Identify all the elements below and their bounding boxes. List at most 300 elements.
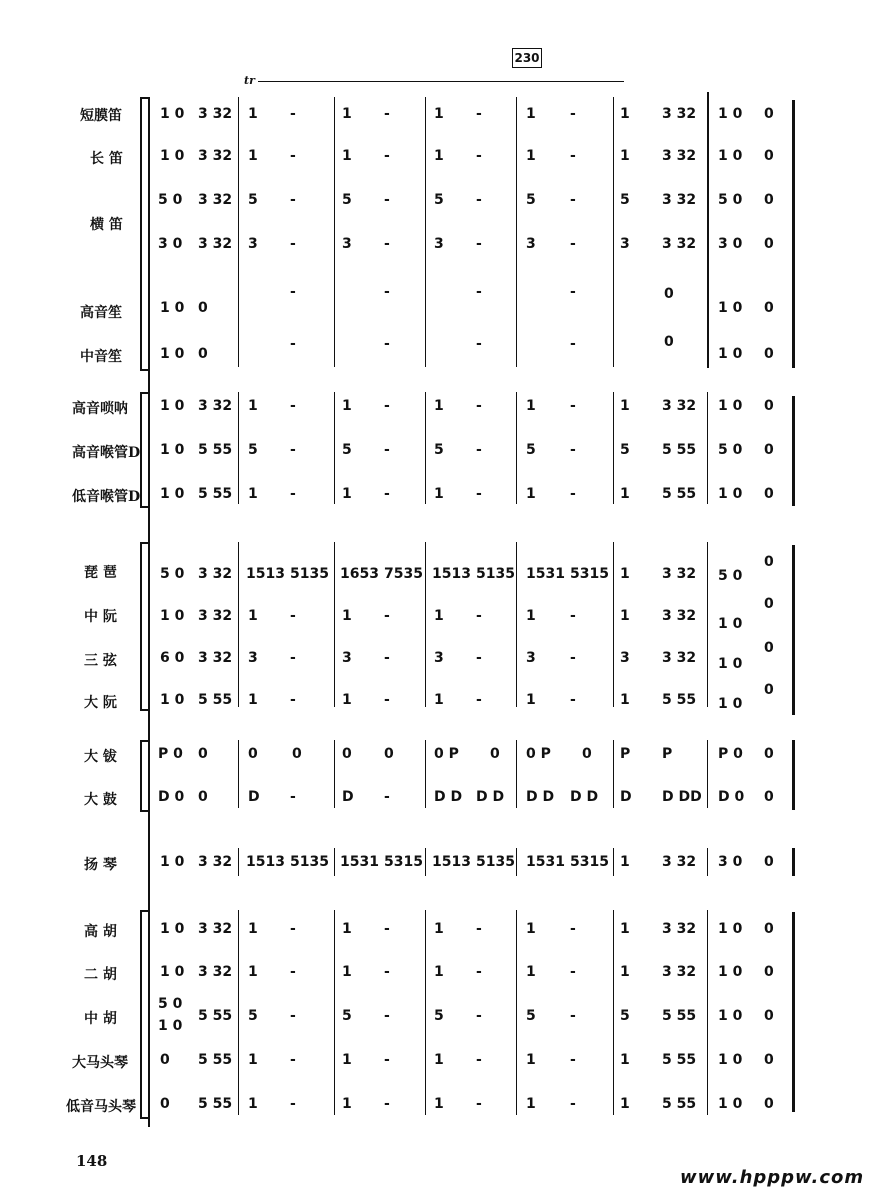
note: 1 [248,1096,258,1112]
hold: - [290,964,296,980]
note: 1 [434,692,444,708]
note: 1531 [526,566,565,582]
note: 0 [764,921,774,937]
hold: - [570,192,576,208]
note: 1 [434,106,444,122]
note: 5 0 [718,192,743,208]
note: 0 [582,746,592,762]
hold: - [290,236,296,252]
note: 1 0 [160,300,185,316]
instrument-label: 二 胡 [84,967,117,983]
instrument-label: 短膜笛 [80,108,122,124]
barline [516,542,517,707]
note: 0 [764,486,774,502]
note: 1 0 [718,1052,743,1068]
barline [238,910,239,1115]
barline [425,542,426,707]
instrument-label: 大马头琴 [72,1055,128,1071]
note: 0 [764,442,774,458]
note: 1 [434,486,444,502]
note: 3 32 [662,106,697,122]
note: 5 [620,442,630,458]
note: 0 [764,148,774,164]
note: 3 32 [198,854,233,870]
barline [334,97,335,367]
note: 3 32 [198,921,233,937]
group-bracket [140,910,148,1119]
instrument-label: 琵 琶 [84,565,117,581]
hold: - [384,789,390,805]
note: 1 [342,398,352,414]
hold: - [384,148,390,164]
note: 0 [248,746,258,762]
note: 0 [764,789,774,805]
hold: - [384,692,390,708]
barline [516,392,517,504]
instrument-label: 高 胡 [84,924,117,940]
note: D 0 [718,789,745,805]
system-barline [148,97,150,1127]
barline [238,542,239,707]
note: 0 [764,746,774,762]
note: 3 32 [662,964,697,980]
note: 0 [764,236,774,252]
note: 1513 [432,854,471,870]
hold: - [476,148,482,164]
barline [613,740,614,808]
note: 3 32 [198,608,233,624]
note: 1 [248,692,258,708]
note: 0 [764,854,774,870]
barline [334,392,335,504]
note: 1 [248,1052,258,1068]
note: 1 [248,148,258,164]
note: 0 [764,346,774,362]
note: 1 [342,964,352,980]
instrument-label: 高音喉管D [72,445,141,461]
hold: - [290,1052,296,1068]
instrument-label: 低音喉管D [72,489,141,505]
hold: - [570,921,576,937]
note: 1 0 [160,921,185,937]
hold: - [476,608,482,624]
instrument-label: 大 阮 [84,695,117,711]
note: 3 32 [198,398,233,414]
note: 5 55 [198,1096,233,1112]
note: 3 [248,650,258,666]
hold: - [290,442,296,458]
hold: - [570,236,576,252]
group-bracket [140,542,148,711]
note: 3 [434,236,444,252]
hold: - [290,692,296,708]
note: 1 [526,964,536,980]
note: 3 [342,650,352,666]
barline [425,848,426,876]
note: P [662,746,673,762]
hold: - [290,336,296,352]
note: 0 [664,334,674,350]
hold: - [476,1052,482,1068]
instrument-label: 中音笙 [80,349,122,365]
hold: - [290,284,296,300]
note: 0 P [526,746,551,762]
hold: - [476,284,482,300]
instrument-label: 低音马头琴 [66,1099,136,1115]
final-barline [792,912,795,1112]
hold: - [290,789,296,805]
note: 3 32 [198,566,233,582]
hold: - [570,1096,576,1112]
note: 0 [160,1052,170,1068]
hold: - [384,284,390,300]
barline [707,542,708,707]
note: 1 [620,964,630,980]
hold: - [476,336,482,352]
note: 1 [620,854,630,870]
note: 1 [342,608,352,624]
hold: - [570,964,576,980]
instrument-label: 大 鼓 [84,792,117,808]
hold: - [476,1096,482,1112]
note: 0 [198,746,208,762]
note: 1 0 [718,398,743,414]
hold: - [384,192,390,208]
hold: - [570,336,576,352]
note: 3 32 [662,192,697,208]
note: 1 [342,1096,352,1112]
barline [613,392,614,504]
final-barline [792,848,795,876]
hold: - [476,236,482,252]
note: 1 [620,692,630,708]
note: 5 0 [158,192,183,208]
barline [238,848,239,876]
note: D D [570,789,599,805]
final-barline [792,100,795,368]
note: 1 [526,106,536,122]
note: 1 0 [160,608,185,624]
note: 1 0 [718,696,743,712]
note: 1 0 [160,442,185,458]
note: 5 [526,192,536,208]
note: 0 [764,192,774,208]
hold: - [290,148,296,164]
note: 1 [248,608,258,624]
hold: - [570,442,576,458]
note: 1 [434,921,444,937]
note: 1 [248,964,258,980]
note: D D [434,789,463,805]
group-bracket [140,392,148,508]
note: 5 55 [662,1096,697,1112]
instrument-label: 大 钹 [84,749,117,765]
barline [238,97,239,367]
note: 0 [764,300,774,316]
watermark: www.hpppw.com [680,1167,865,1188]
hold: - [384,1052,390,1068]
note: 3 32 [662,854,697,870]
barline [516,740,517,808]
note: 5 [526,1008,536,1024]
final-barline [792,740,795,810]
final-barline [792,545,795,715]
hold: - [570,284,576,300]
note: 5 [342,1008,352,1024]
note: 3 32 [662,398,697,414]
note: 3 32 [198,106,233,122]
page-number: 148 [76,1152,108,1170]
barline [334,740,335,808]
note: 1 [620,148,630,164]
note: 0 [764,640,774,656]
hold: - [476,692,482,708]
note: 1 [434,1052,444,1068]
note: 0 [764,106,774,122]
note: 1 [526,486,536,502]
note: 1 0 [718,921,743,937]
note: 1 [620,1052,630,1068]
note: 5315 [570,854,609,870]
note: 5 [342,192,352,208]
note: 1 0 [718,486,743,502]
note: 3 32 [198,650,233,666]
hold: - [476,442,482,458]
note: 1 0 [160,398,185,414]
hold: - [570,486,576,502]
note: 3 [620,236,630,252]
note: 1 0 [160,486,185,502]
note: 1 0 [718,1096,743,1112]
note: 0 [764,554,774,570]
barline [334,848,335,876]
note: P [620,746,631,762]
note: 5135 [476,566,515,582]
hold: - [570,1008,576,1024]
note: D [620,789,632,805]
note: 0 [764,682,774,698]
note: 5 [434,1008,444,1024]
note: 5 55 [198,1052,233,1068]
hold: - [384,608,390,624]
barline [516,910,517,1115]
note: 3 32 [662,236,697,252]
note: 1 [620,608,630,624]
note: 0 [664,286,674,302]
hold: - [384,106,390,122]
barline [425,740,426,808]
instrument-label: 三 弦 [84,653,117,669]
note: 1513 [246,566,285,582]
hold: - [384,1096,390,1112]
note: 1 0 [160,964,185,980]
note: 1 [434,398,444,414]
note: 0 [198,789,208,805]
note: 1 [342,921,352,937]
hold: - [290,486,296,502]
note: 1531 [340,854,379,870]
hold: - [290,1096,296,1112]
note: 3 32 [662,921,697,937]
note: 3 [434,650,444,666]
hold: - [290,106,296,122]
note: 0 [160,1096,170,1112]
barline [425,910,426,1115]
hold: - [476,921,482,937]
note: 1 [342,692,352,708]
barline [707,92,709,368]
hold: - [476,650,482,666]
note: D D [476,789,505,805]
hold: - [570,1052,576,1068]
hold: - [570,398,576,414]
note: 1 [434,608,444,624]
note: 5 [248,442,258,458]
note: 1 [248,398,258,414]
note: 1 [620,106,630,122]
note: 3 [248,236,258,252]
note: 3 0 [718,236,743,252]
hold: - [290,398,296,414]
note: 3 [620,650,630,666]
hold: - [476,964,482,980]
barline [516,97,517,367]
note: 3 32 [662,650,697,666]
note: 1 [526,921,536,937]
note: 0 [764,1052,774,1068]
note: 5 55 [662,692,697,708]
hold: - [476,398,482,414]
instrument-label: 扬 琴 [84,857,117,873]
note: 5 0 [718,568,743,584]
rehearsal-mark: 230 [512,48,542,68]
note: 1 0 [160,692,185,708]
note: 5 [434,442,444,458]
note: 1653 [340,566,379,582]
instrument-label: 长 笛 [90,151,123,167]
hold: - [384,336,390,352]
final-barline [792,396,795,506]
note: 5 55 [198,486,233,502]
barline [613,848,614,876]
barline [613,910,614,1115]
hold: - [290,192,296,208]
note: 5 [620,192,630,208]
note: 3 0 [158,236,183,252]
hold: - [384,486,390,502]
note: 1 0 [160,148,185,164]
hold: - [384,964,390,980]
note: 1 [248,486,258,502]
note: 1 [620,398,630,414]
note: 5 55 [662,1052,697,1068]
note: 1 [620,566,630,582]
note: 1 [526,692,536,708]
note: 1 [342,106,352,122]
note: 3 32 [662,148,697,164]
barline [516,848,517,876]
note: 0 [292,746,302,762]
note: 5 [248,1008,258,1024]
hold: - [384,236,390,252]
note: 5 0 [158,996,183,1012]
note: 5 0 [718,442,743,458]
note: 1 [620,1096,630,1112]
note: 3 0 [718,854,743,870]
barline [425,97,426,367]
instrument-label: 高音唢呐 [72,401,128,417]
note: 1 0 [160,346,185,362]
note: 0 [198,300,208,316]
note: 1 [434,1096,444,1112]
note: 1 0 [718,148,743,164]
hold: - [570,106,576,122]
note: 5 0 [160,566,185,582]
barline [425,392,426,504]
hold: - [384,921,390,937]
note: 1 [526,398,536,414]
note: 1 [620,486,630,502]
note: P 0 [718,746,743,762]
note: 1 [342,486,352,502]
note: 5315 [384,854,423,870]
hold: - [476,486,482,502]
note: 1 [342,148,352,164]
note: D D [526,789,555,805]
trill-mark: tr [244,74,255,87]
note: 7535 [384,566,423,582]
barline [613,542,614,707]
barline [707,740,708,808]
barline [238,740,239,808]
note: 1531 [526,854,565,870]
barline [334,542,335,707]
note: D DD [662,789,702,805]
note: 3 32 [198,964,233,980]
note: 3 32 [662,608,697,624]
note: 5 [248,192,258,208]
group-bracket [140,740,148,812]
note: 1 0 [718,616,743,632]
note: 5 55 [198,1008,233,1024]
barline [707,848,708,876]
note: 1 0 [718,106,743,122]
note: 1 [620,921,630,937]
hold: - [290,608,296,624]
note: D 0 [158,789,185,805]
note: 3 32 [662,566,697,582]
note: 0 P [434,746,459,762]
hold: - [384,1008,390,1024]
note: D [342,789,354,805]
note: 5 [434,192,444,208]
note: 0 [764,398,774,414]
barline [238,392,239,504]
note: 3 32 [198,236,233,252]
group-bracket [140,97,148,371]
hold: - [384,650,390,666]
note: 6 0 [160,650,185,666]
hold: - [290,1008,296,1024]
note: 1 0 [718,1008,743,1024]
note: 0 [198,346,208,362]
note: 0 [764,964,774,980]
hold: - [476,192,482,208]
hold: - [290,921,296,937]
note: 1 [526,1096,536,1112]
note: 1 0 [160,854,185,870]
note: 5315 [570,566,609,582]
